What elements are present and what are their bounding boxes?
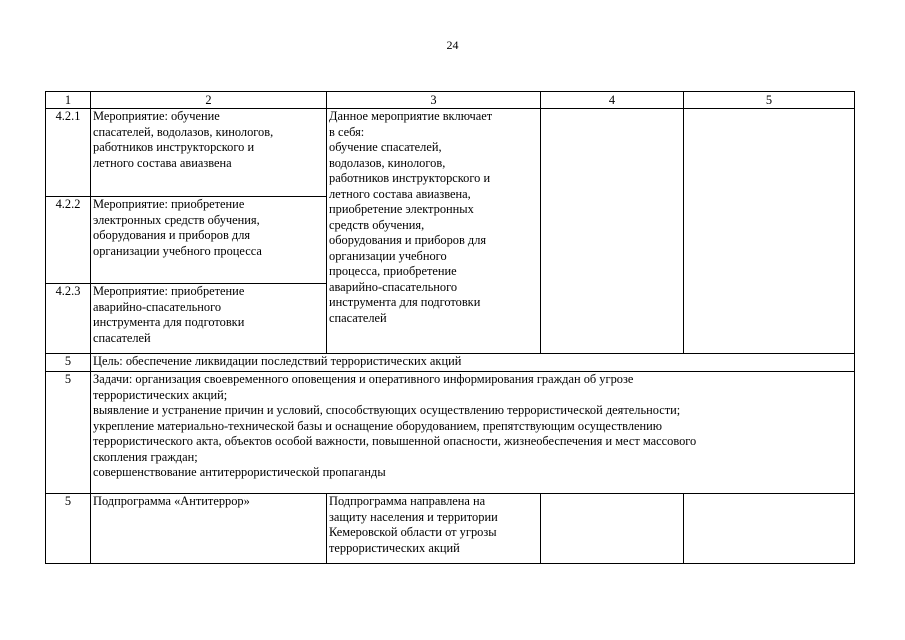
page-number: 24 [446,38,459,52]
empty-cell [541,494,684,564]
table-row [46,109,855,197]
table-row [46,354,855,372]
table-row [46,494,855,564]
program-table [45,91,855,564]
row-number: 5 [46,494,91,564]
column-header: 5 [684,92,855,109]
activity-name: Мероприятие: обучение спасателей, водолазов, кинологов, работников инструкторского и летного состава авиазвена [91,109,327,197]
row-number: 4.2.2 [46,197,91,284]
empty-cell [684,109,855,354]
row-number: 4.2.3 [46,284,91,354]
subprogram-name: Подпрограмма «Антитеррор» [91,494,327,564]
activity-name: Мероприятие: приобретение электронных средств обучения, оборудования и приборов для организации учебного процесса [91,197,327,284]
column-header: 3 [327,92,541,109]
row-number: 5 [46,354,91,372]
row-number: 5 [46,372,91,494]
table-row [46,372,855,494]
table-header-row [46,92,855,109]
row-number: 4.2.1 [46,109,91,197]
empty-cell [684,494,855,564]
activity-name: Мероприятие: приобретение аварийно-спасательного инструмента для подготовки спасателей [91,284,327,354]
column-header: 2 [91,92,327,109]
column-header: 1 [46,92,91,109]
tasks-text: Задачи: организация своевременного оповещения и оперативного информирования граждан об угрозе террористических акций; выявление и устранение причин и условий, способствующих осуществлению террористической деятельности; укрепление материально-технической базы и оснащение оборудованием, препятствующим осуществлению террористического акта, объектов особой важности, повышенной опасности, жизнеобеспечения и мест массового скопления граждан; совершенствование антитеррористической пропаганды [91,372,855,494]
goal-text: Цель: обеспечение ликвидации последствий террористических акций [91,354,855,372]
column-header: 4 [541,92,684,109]
subprogram-description: Подпрограмма направлена на защиту населения и территории Кемеровской области от угрозы террористических акций [327,494,541,564]
activity-description: Данное мероприятие включает в себя: обучение спасателей, водолазов, кинологов, работников инструкторского и летного состава авиазвена, приобретение электронных средств обучения, оборудования и приборов для организации учебного процесса, приобретение аварийно-спасательного инструмента для подготовки спасателей [327,109,541,354]
empty-cell [541,109,684,354]
